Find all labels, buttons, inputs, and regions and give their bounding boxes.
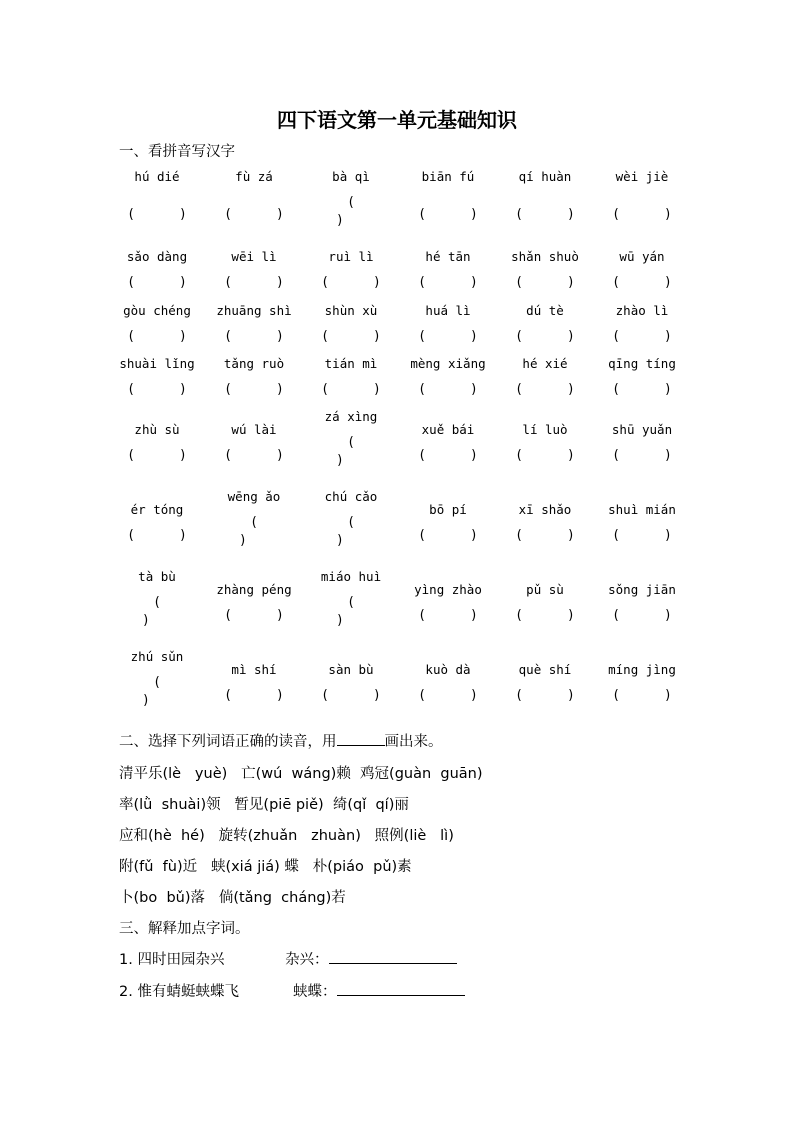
pinyin-cell	[399, 355, 497, 399]
section-2-heading-a: 二、选择下列词语正确的读音，用	[119, 734, 337, 750]
answer-blank[interactable]	[399, 328, 497, 346]
answer-blank[interactable]	[593, 328, 691, 346]
answer-blank[interactable]	[205, 381, 303, 399]
pinyin-text: zá xìng	[324, 409, 378, 424]
answer-blank[interactable]	[593, 206, 691, 224]
pinyin-cell	[302, 408, 400, 470]
paren-open: (	[515, 608, 523, 623]
pinyin-cell	[302, 661, 400, 705]
pinyin-cell	[302, 488, 400, 550]
paren-open: (	[127, 448, 135, 463]
answer-blank[interactable]	[302, 687, 400, 705]
paren-open: (	[612, 448, 620, 463]
paren-close: )	[470, 275, 478, 290]
answer-blank[interactable]	[496, 527, 594, 545]
pinyin-cell	[496, 661, 594, 705]
pinyin-cell	[205, 302, 303, 346]
reading-choice-line: 率(lǜ shuài)领 暂见(piē piě) 绮(qǐ qí)丽	[119, 797, 409, 813]
pinyin-text: pǔ sù	[526, 582, 564, 597]
answer-blank-close: )	[336, 453, 344, 468]
pinyin-text: kuò dà	[425, 662, 471, 677]
answer-blank[interactable]	[399, 381, 497, 399]
pinyin-text: zhù sù	[134, 422, 180, 437]
pinyin-text: shùn xù	[324, 303, 378, 318]
pinyin-text: wēng ǎo	[227, 489, 281, 504]
paren-open: (	[515, 688, 523, 703]
paren-open: (	[612, 329, 620, 344]
answer-blank[interactable]	[302, 328, 400, 346]
paren-close: )	[276, 688, 284, 703]
pinyin-text: shuì mián	[608, 502, 676, 517]
reading-choice-line: 应和(hè hé) 旋转(zhuǎn zhuàn) 照例(liè lì)	[119, 828, 454, 844]
paren-open: (	[127, 207, 135, 222]
pinyin-text: shuài lǐng	[119, 356, 195, 371]
answer-blank[interactable]	[496, 447, 594, 465]
pinyin-cell	[205, 488, 303, 550]
paren-close: )	[567, 207, 575, 222]
pinyin-text: gòu chéng	[123, 303, 191, 318]
answer-blank[interactable]	[108, 527, 206, 545]
explain-item-label: 杂兴：	[285, 952, 329, 968]
answer-blank[interactable]: (	[347, 435, 355, 450]
pinyin-text: qīng tíng	[608, 356, 676, 371]
answer-blank[interactable]	[108, 328, 206, 346]
section-1-heading: 一、看拼音写汉字	[119, 144, 235, 160]
pinyin-text: zhú sǔn	[130, 649, 184, 664]
paren-close: )	[470, 688, 478, 703]
paren-open: (	[515, 448, 523, 463]
pinyin-text: zhuāng shì	[216, 303, 292, 318]
pinyin-text: hé xié	[522, 356, 568, 371]
pinyin-cell	[205, 168, 303, 224]
paren-close: )	[470, 528, 478, 543]
pinyin-cell	[108, 648, 206, 710]
answer-blank[interactable]	[108, 447, 206, 465]
pinyin-text: yìng zhào	[414, 582, 482, 597]
paren-open: (	[612, 608, 620, 623]
answer-blank[interactable]	[496, 381, 594, 399]
paren-open: (	[321, 688, 329, 703]
paren-close: )	[664, 382, 672, 397]
pinyin-cell	[108, 501, 206, 545]
reading-choice-line: 清平乐(lè yuè) 亡(wú wáng)赖 鸡冠(guàn guān)	[119, 766, 483, 782]
paren-open: (	[127, 275, 135, 290]
answer-blank[interactable]	[205, 687, 303, 705]
pinyin-cell	[302, 568, 400, 630]
paren-close: )	[373, 688, 381, 703]
pinyin-text: bō pí	[429, 502, 467, 517]
paren-close: )	[179, 448, 187, 463]
paren-open: (	[418, 528, 426, 543]
answer-blank[interactable]	[496, 206, 594, 224]
pinyin-text: wèi jiè	[615, 169, 669, 184]
paren-close: )	[179, 207, 187, 222]
paren-close: )	[664, 608, 672, 623]
pinyin-cell	[302, 248, 400, 292]
pinyin-cell	[205, 581, 303, 625]
paren-close: )	[276, 448, 284, 463]
pinyin-text: sǒng jiān	[608, 582, 676, 597]
pinyin-cell	[399, 661, 497, 705]
paren-close: )	[276, 382, 284, 397]
answer-blank-close: )	[239, 533, 247, 548]
paren-open: (	[515, 382, 523, 397]
pinyin-cell	[108, 302, 206, 346]
paren-open: (	[224, 275, 232, 290]
paren-open: (	[418, 448, 426, 463]
pinyin-cell	[108, 421, 206, 465]
answer-blank[interactable]	[399, 274, 497, 292]
answer-blank[interactable]	[496, 687, 594, 705]
paren-open: (	[321, 329, 329, 344]
paren-open: (	[418, 275, 426, 290]
section-3-heading: 三、解释加点字词。	[119, 921, 250, 937]
answer-blank-close: )	[142, 693, 150, 708]
answer-blank[interactable]	[205, 206, 303, 224]
answer-blank[interactable]	[496, 328, 594, 346]
answer-blank[interactable]	[108, 274, 206, 292]
pinyin-text: huá lì	[425, 303, 471, 318]
paren-close: )	[664, 329, 672, 344]
answer-blank[interactable]	[108, 381, 206, 399]
paren-close: )	[470, 329, 478, 344]
pinyin-text: wū yán	[619, 249, 665, 264]
pinyin-cell	[496, 581, 594, 625]
pinyin-text: bà qì	[332, 169, 370, 184]
paren-close: )	[179, 275, 187, 290]
paren-close: )	[567, 329, 575, 344]
answer-blank[interactable]	[399, 607, 497, 625]
answer-blank[interactable]	[205, 447, 303, 465]
pinyin-cell	[399, 581, 497, 625]
pinyin-text: wú lài	[231, 422, 277, 437]
paren-open: (	[515, 275, 523, 290]
paren-close: )	[276, 275, 284, 290]
pinyin-text: wēi lì	[231, 249, 277, 264]
paren-close: )	[470, 448, 478, 463]
paren-open: (	[612, 382, 620, 397]
answer-blank[interactable]	[399, 206, 497, 224]
paren-open: (	[224, 382, 232, 397]
paren-close: )	[567, 382, 575, 397]
paren-close: )	[567, 688, 575, 703]
reading-choice-line: 附(fǔ fù)近 蛱(xiá jiá) 蝶 朴(piáo pǔ)素	[119, 859, 412, 875]
pinyin-text: mì shí	[231, 662, 277, 677]
pinyin-text: biān fú	[421, 169, 475, 184]
paren-close: )	[373, 275, 381, 290]
pinyin-cell	[302, 168, 400, 230]
pinyin-cell	[593, 302, 691, 346]
pinyin-text: míng jìng	[608, 662, 676, 677]
pinyin-cell	[399, 501, 497, 545]
answer-blank[interactable]: (	[347, 515, 355, 530]
pinyin-cell	[593, 248, 691, 292]
paren-open: (	[612, 688, 620, 703]
pinyin-text: dú tè	[526, 303, 564, 318]
pinyin-cell	[108, 168, 206, 224]
answer-blank[interactable]	[399, 687, 497, 705]
pinyin-cell	[302, 302, 400, 346]
explain-item-text: 2. 惟有蜻蜓蛱蝶飞	[119, 984, 239, 1000]
paren-close: )	[664, 448, 672, 463]
answer-blank[interactable]	[399, 447, 497, 465]
pinyin-text: ruì lì	[328, 249, 374, 264]
page-title: 四下语文第一单元基础知识	[277, 108, 517, 132]
pinyin-cell	[108, 355, 206, 399]
pinyin-cell	[399, 421, 497, 465]
pinyin-text: hé tān	[425, 249, 471, 264]
answer-blank[interactable]	[593, 527, 691, 545]
pinyin-text: tǎng ruò	[223, 356, 285, 371]
answer-blank[interactable]	[593, 381, 691, 399]
paren-open: (	[418, 329, 426, 344]
paren-close: )	[276, 608, 284, 623]
pinyin-cell	[593, 661, 691, 705]
paren-close: )	[276, 329, 284, 344]
answer-blank[interactable]: (	[153, 675, 161, 690]
pinyin-cell	[593, 581, 691, 625]
paren-close: )	[179, 382, 187, 397]
pinyin-text: mèng xiǎng	[410, 356, 486, 371]
answer-blank[interactable]	[593, 687, 691, 705]
answer-blank[interactable]	[496, 607, 594, 625]
explain-item-2	[119, 980, 465, 1001]
paren-close: )	[276, 207, 284, 222]
paren-open: (	[418, 688, 426, 703]
pinyin-cell	[205, 421, 303, 465]
paren-close: )	[470, 207, 478, 222]
paren-open: (	[418, 207, 426, 222]
pinyin-text: lí luò	[522, 422, 568, 437]
paren-open: (	[612, 207, 620, 222]
answer-blank[interactable]	[593, 274, 691, 292]
paren-open: (	[515, 207, 523, 222]
paren-open: (	[224, 608, 232, 623]
pinyin-cell	[496, 501, 594, 545]
paren-open: (	[224, 329, 232, 344]
paren-close: )	[567, 608, 575, 623]
answer-blank[interactable]	[205, 274, 303, 292]
pinyin-cell	[593, 501, 691, 545]
pinyin-cell	[108, 568, 206, 630]
pinyin-text: zhào lì	[615, 303, 669, 318]
answer-blank-close: )	[142, 613, 150, 628]
pinyin-cell	[399, 248, 497, 292]
answer-blank[interactable]	[108, 206, 206, 224]
paren-open: (	[127, 329, 135, 344]
paren-close: )	[567, 275, 575, 290]
answer-blank[interactable]	[205, 607, 303, 625]
paren-close: )	[664, 688, 672, 703]
paren-open: (	[224, 207, 232, 222]
explain-item-label: 蛱蝶：	[293, 984, 337, 1000]
answer-blank[interactable]: (	[347, 595, 355, 610]
paren-open: (	[127, 382, 135, 397]
answer-blank-close: )	[336, 533, 344, 548]
explain-item-1	[119, 948, 457, 969]
pinyin-cell	[593, 421, 691, 465]
pinyin-text: shū yuǎn	[611, 422, 673, 437]
answer-blank[interactable]	[337, 995, 465, 996]
answer-blank[interactable]: (	[250, 515, 258, 530]
answer-blank[interactable]	[302, 381, 400, 399]
paren-close: )	[664, 207, 672, 222]
pinyin-cell	[205, 355, 303, 399]
pinyin-cell	[205, 248, 303, 292]
pinyin-cell	[496, 168, 594, 224]
pinyin-cell	[399, 302, 497, 346]
pinyin-cell	[593, 355, 691, 399]
paren-close: )	[567, 448, 575, 463]
paren-close: )	[664, 528, 672, 543]
pinyin-text: què shí	[518, 662, 572, 677]
pinyin-text: xuě bái	[421, 422, 475, 437]
paren-close: )	[179, 329, 187, 344]
pinyin-text: chú cǎo	[324, 489, 378, 504]
answer-blank[interactable]	[302, 274, 400, 292]
pinyin-text: hú dié	[134, 169, 180, 184]
pinyin-text: qí huàn	[518, 169, 572, 184]
underline-sample	[337, 745, 385, 746]
paren-close: )	[567, 528, 575, 543]
paren-close: )	[470, 382, 478, 397]
paren-close: )	[179, 528, 187, 543]
explain-item-text: 1. 四时田园杂兴	[119, 952, 225, 968]
pinyin-cell	[205, 661, 303, 705]
paren-close: )	[373, 329, 381, 344]
paren-open: (	[515, 329, 523, 344]
section-2-heading	[119, 730, 443, 751]
pinyin-text: ér tóng	[130, 502, 184, 517]
paren-open: (	[515, 528, 523, 543]
pinyin-text: tián mì	[324, 356, 378, 371]
pinyin-cell	[302, 355, 400, 399]
answer-blank[interactable]	[399, 527, 497, 545]
pinyin-text: miáo huì	[320, 569, 382, 584]
paren-close: )	[470, 608, 478, 623]
answer-blank[interactable]	[329, 963, 457, 964]
pinyin-text: tà bù	[138, 569, 176, 584]
pinyin-cell	[496, 421, 594, 465]
answer-blank-close: )	[336, 613, 344, 628]
pinyin-text: sǎo dàng	[126, 249, 188, 264]
answer-blank[interactable]	[593, 447, 691, 465]
pinyin-text: sàn bù	[328, 662, 374, 677]
answer-blank[interactable]	[593, 607, 691, 625]
paren-close: )	[373, 382, 381, 397]
paren-open: (	[418, 382, 426, 397]
paren-open: (	[612, 528, 620, 543]
paren-open: (	[224, 688, 232, 703]
pinyin-text: shǎn shuò	[511, 249, 579, 264]
pinyin-text: xī shǎo	[518, 502, 572, 517]
pinyin-text: fù zá	[235, 169, 273, 184]
pinyin-cell	[593, 168, 691, 224]
answer-blank[interactable]	[205, 328, 303, 346]
paren-open: (	[321, 382, 329, 397]
section-2-heading-b: 画出来。	[384, 734, 443, 750]
paren-open: (	[612, 275, 620, 290]
pinyin-cell	[399, 168, 497, 224]
paren-open: (	[321, 275, 329, 290]
answer-blank[interactable]	[496, 274, 594, 292]
pinyin-cell	[496, 355, 594, 399]
pinyin-cell	[108, 248, 206, 292]
pinyin-cell	[496, 248, 594, 292]
paren-open: (	[224, 448, 232, 463]
answer-blank[interactable]: (	[347, 195, 355, 210]
pinyin-text: zhàng péng	[216, 582, 292, 597]
pinyin-cell	[496, 302, 594, 346]
paren-open: (	[127, 528, 135, 543]
paren-open: (	[418, 608, 426, 623]
reading-choice-line: 卜(bo bǔ)落 倘(tǎng cháng)若	[119, 890, 346, 906]
answer-blank-close: )	[336, 213, 344, 228]
answer-blank[interactable]: (	[153, 595, 161, 610]
paren-close: )	[664, 275, 672, 290]
